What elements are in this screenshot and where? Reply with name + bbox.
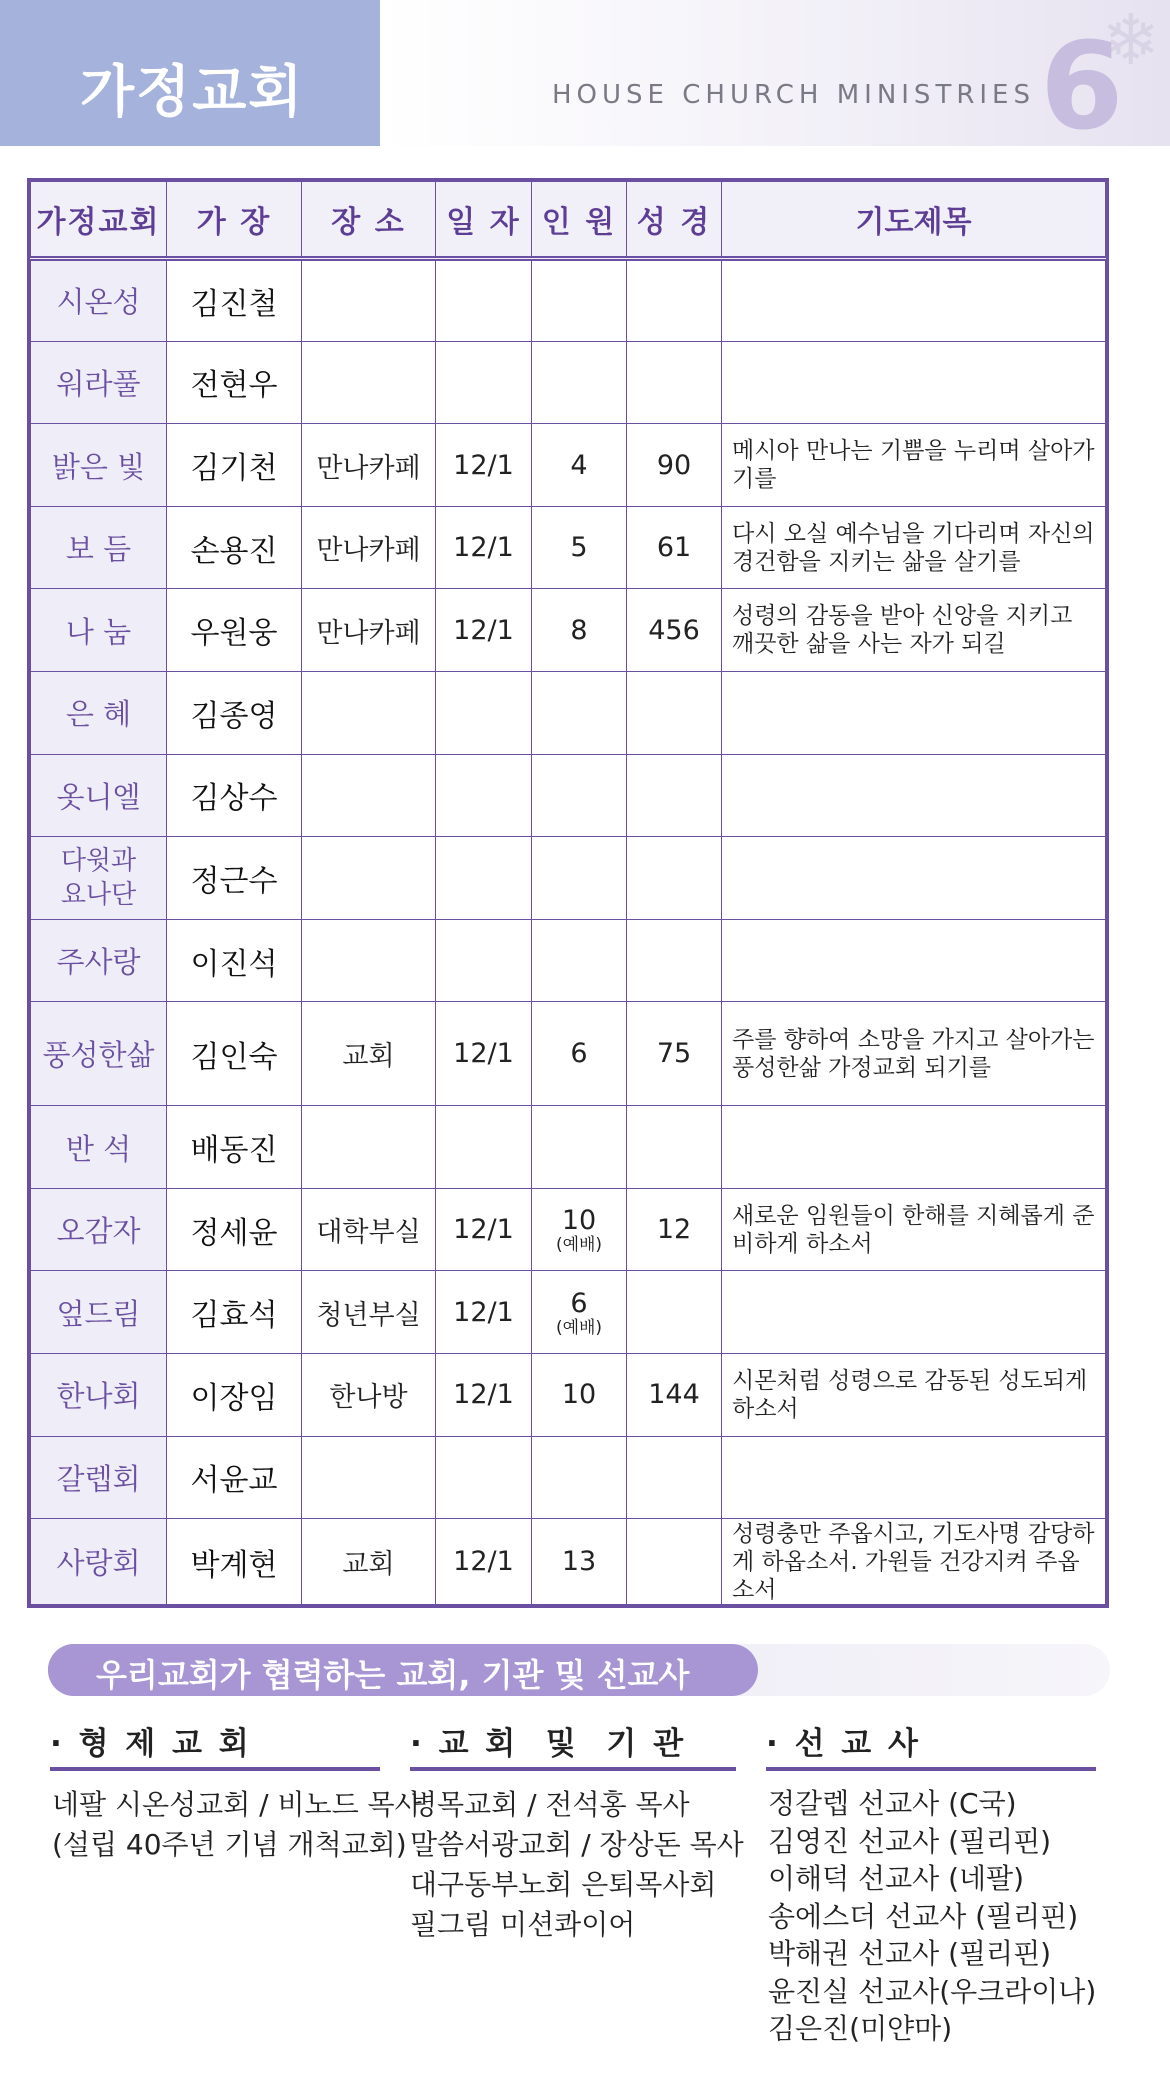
col-header-leader: 가 장 (167, 182, 302, 259)
cell-prayer (722, 754, 1106, 837)
cell-place: 교회 (302, 1002, 436, 1106)
people-count: 6 (570, 1038, 588, 1070)
people-count: 5 (570, 532, 588, 564)
cell-place (302, 341, 436, 424)
cell-prayer: 시몬처럼 성령으로 감동된 성도되게 하소서 (722, 1354, 1106, 1437)
cell-date: 12/1 (436, 506, 532, 589)
cell-prayer (722, 1436, 1106, 1519)
cell-place (302, 837, 436, 920)
organizations-heading: · 교 회 및 기 관 (410, 1726, 687, 1762)
cell-bible: 75 (627, 1002, 722, 1106)
cell-bible (627, 1106, 722, 1189)
table-row (31, 919, 1106, 1002)
cell-prayer (722, 341, 1106, 424)
cell-bible (627, 1271, 722, 1354)
cell-church: 옷니엘 (31, 754, 167, 837)
list-item: 송에스더 선교사 (필리핀) (768, 1899, 1079, 1933)
partners-banner-text: 우리교회가 협력하는 교회, 기관 및 선교사 (96, 1656, 690, 1694)
cell-bible (627, 341, 722, 424)
divider (766, 1767, 1096, 1771)
cell-place: 만나카페 (302, 589, 436, 672)
cell-place (302, 754, 436, 837)
cell-church: 밝은 빛 (31, 424, 167, 507)
cell-date (436, 672, 532, 755)
snowflake-icon: ❄ (1101, 0, 1160, 81)
cell-people (532, 754, 627, 837)
list-item: 박해권 선교사 (필리핀) (768, 1937, 1052, 1970)
cell-church: 반 석 (31, 1106, 167, 1189)
table-header-row (31, 182, 1106, 259)
list-item: 필그림 미션콰이어 (410, 1908, 636, 1941)
table-row (31, 837, 1106, 920)
cell-people (532, 837, 627, 920)
page-title: 가정교회 (80, 60, 305, 125)
list-item: 김은진(미얀마) (768, 2012, 953, 2045)
people-count: 13 (561, 1546, 597, 1578)
cell-leader: 김효석 (167, 1271, 302, 1354)
col-header-date: 일 자 (436, 182, 532, 259)
cell-bible (627, 1519, 722, 1605)
cell-prayer: 주를 향하여 소망을 가지고 살아가는 풍성한삶 가정교회 되기를 (722, 1002, 1106, 1106)
cell-date (436, 259, 532, 342)
people-count: 10 (561, 1205, 597, 1237)
table-row (31, 259, 1106, 342)
cell-people (532, 589, 627, 672)
cell-leader: 김상수 (167, 754, 302, 837)
cell-prayer: 성령충만 주옵시고, 기도사명 감당하게 하옵소서. 가원들 건강지켜 주옵소서 (722, 1519, 1106, 1605)
cell-date (436, 919, 532, 1002)
cell-church: 주사랑 (31, 919, 167, 1002)
cell-people (532, 1106, 627, 1189)
cell-prayer: 다시 오실 예수님을 기다리며 자신의 경건함을 지키는 삶을 살기를 (722, 506, 1106, 589)
cell-church: 오감자 (31, 1188, 167, 1271)
cell-church: 보 듬 (31, 506, 167, 589)
list-item: 말씀서광교회 / 장상돈 목사 (410, 1828, 744, 1861)
col-header-place: 장 소 (302, 182, 436, 259)
cell-prayer: 메시아 만나는 기쁨을 누리며 살아가기를 (722, 424, 1106, 507)
divider (410, 1767, 736, 1771)
cell-bible (627, 259, 722, 342)
cell-people (532, 506, 627, 589)
cell-church: 워라풀 (31, 341, 167, 424)
cell-place (302, 1106, 436, 1189)
divider (50, 1767, 380, 1771)
cell-date: 12/1 (436, 589, 532, 672)
cell-leader: 우원웅 (167, 589, 302, 672)
cell-place: 교회 (302, 1519, 436, 1605)
cell-bible: 61 (627, 506, 722, 589)
cell-place (302, 919, 436, 1002)
cell-date: 12/1 (436, 1271, 532, 1354)
cell-leader: 배동진 (167, 1106, 302, 1189)
table-row (31, 424, 1106, 507)
cell-bible: 456 (627, 589, 722, 672)
cell-leader: 김종영 (167, 672, 302, 755)
people-note: (예배) (555, 1317, 603, 1338)
col-header-people: 인 원 (532, 182, 627, 259)
table-row (31, 1354, 1106, 1437)
table-row (31, 1436, 1106, 1519)
cell-leader: 서윤교 (167, 1436, 302, 1519)
page-header (0, 0, 1170, 157)
cell-church: 은 혜 (31, 672, 167, 755)
cell-people (532, 1271, 627, 1354)
cell-church: 풍성한삶 (31, 1002, 167, 1106)
cell-leader: 김기천 (167, 424, 302, 507)
cell-church: 엎드림 (31, 1271, 167, 1354)
cell-date: 12/1 (436, 1188, 532, 1271)
page-subtitle: HOUSE CHURCH MINISTRIES (552, 80, 1035, 110)
cell-date: 12/1 (436, 1519, 532, 1605)
people-note: (예배) (555, 1235, 603, 1256)
cell-leader: 이장임 (167, 1354, 302, 1437)
cell-place: 한나방 (302, 1354, 436, 1437)
cell-leader: 박계현 (167, 1519, 302, 1605)
cell-people (532, 1002, 627, 1106)
table-row (31, 754, 1106, 837)
organizations-list (410, 1785, 744, 1945)
cell-date (436, 837, 532, 920)
sister-churches-heading: · 형 제 교 회 (50, 1726, 252, 1762)
table-row (31, 1002, 1106, 1106)
col-header-prayer: 기도제목 (722, 182, 1106, 259)
list-item: 네팔 시온성교회 / 비노드 목사 (52, 1788, 422, 1821)
cell-bible (627, 1436, 722, 1519)
cell-bible: 144 (627, 1354, 722, 1437)
cell-leader: 김인숙 (167, 1002, 302, 1106)
section-number: 6 (1040, 18, 1124, 157)
cell-place (302, 1436, 436, 1519)
cell-bible: 12 (627, 1188, 722, 1271)
people-count: 8 (570, 614, 588, 646)
list-item: 병목교회 / 전석홍 목사 (410, 1788, 690, 1821)
table-row (31, 1106, 1106, 1189)
table-row (31, 672, 1106, 755)
cell-place (302, 672, 436, 755)
cell-prayer (722, 672, 1106, 755)
table-row (31, 589, 1106, 672)
cell-leader: 손용진 (167, 506, 302, 589)
list-item: 이해덕 선교사 (네팔) (768, 1862, 1025, 1895)
cell-prayer (722, 1271, 1106, 1354)
cell-prayer (722, 259, 1106, 342)
cell-date: 12/1 (436, 1354, 532, 1437)
list-item: 윤진실 선교사(우크라이나) (768, 1974, 1097, 2008)
list-item: 김영진 선교사 (필리핀) (768, 1824, 1052, 1858)
missionaries-heading: · 선 교 사 (766, 1726, 921, 1762)
cell-date (436, 341, 532, 424)
missionaries-list (768, 1785, 1096, 2048)
cell-leader: 이진석 (167, 919, 302, 1002)
cell-church: 시온성 (31, 259, 167, 342)
cell-church: 다윗과 요나단 (31, 837, 167, 920)
cell-prayer: 새로운 임원들이 한해를 지혜롭게 준비하게 하소서 (722, 1188, 1106, 1271)
table-row (31, 341, 1106, 424)
cell-people (532, 424, 627, 507)
table-row (31, 1188, 1106, 1271)
cell-date (436, 1436, 532, 1519)
cell-prayer (722, 1106, 1106, 1189)
list-item: (설립 40주년 기념 개척교회) (52, 1828, 407, 1861)
cell-date: 12/1 (436, 424, 532, 507)
cell-church: 갈렙회 (31, 1436, 167, 1519)
cell-leader: 전현우 (167, 341, 302, 424)
cell-bible (627, 837, 722, 920)
cell-church: 사랑회 (31, 1519, 167, 1605)
cell-bible (627, 919, 722, 1002)
partners-banner (48, 1644, 1110, 1696)
cell-place: 청년부실 (302, 1271, 436, 1354)
cell-church: 한나회 (31, 1354, 167, 1437)
cell-people (532, 1354, 627, 1437)
cell-prayer: 성령의 감동을 받아 신앙을 지키고 깨끗한 삶을 사는 자가 되길 (722, 589, 1106, 672)
cell-people (532, 1519, 627, 1605)
list-item: 대구동부노회 은퇴목사회 (410, 1868, 717, 1901)
people-count: 10 (561, 1379, 597, 1411)
cell-place: 만나카페 (302, 506, 436, 589)
cell-prayer (722, 919, 1106, 1002)
cell-people (532, 1188, 627, 1271)
list-item: 정갈렙 선교사 (C국) (768, 1787, 1017, 1820)
cell-place: 만나카페 (302, 424, 436, 507)
people-count: 4 (570, 449, 588, 481)
col-header-bible: 성 경 (627, 182, 722, 259)
sister-churches-list (52, 1785, 422, 1865)
table-row (31, 1519, 1106, 1605)
cell-people (532, 672, 627, 755)
cell-bible: 90 (627, 424, 722, 507)
cell-place: 대학부실 (302, 1188, 436, 1271)
table-row (31, 506, 1106, 589)
cell-leader: 김진철 (167, 259, 302, 342)
cell-people (532, 259, 627, 342)
cell-date (436, 1106, 532, 1189)
cell-leader: 정근수 (167, 837, 302, 920)
people-count: 6 (570, 1287, 588, 1319)
cell-prayer (722, 837, 1106, 920)
col-header-church: 가정교회 (31, 182, 167, 259)
cell-church: 나 눔 (31, 589, 167, 672)
cell-bible (627, 672, 722, 755)
table-row (31, 1271, 1106, 1354)
house-church-table (27, 178, 1109, 1608)
cell-people (532, 919, 627, 1002)
cell-place (302, 259, 436, 342)
cell-people (532, 341, 627, 424)
cell-date (436, 754, 532, 837)
cell-people (532, 1436, 627, 1519)
title-block (0, 0, 380, 146)
cell-leader: 정세윤 (167, 1188, 302, 1271)
cell-date: 12/1 (436, 1002, 532, 1106)
cell-bible (627, 754, 722, 837)
